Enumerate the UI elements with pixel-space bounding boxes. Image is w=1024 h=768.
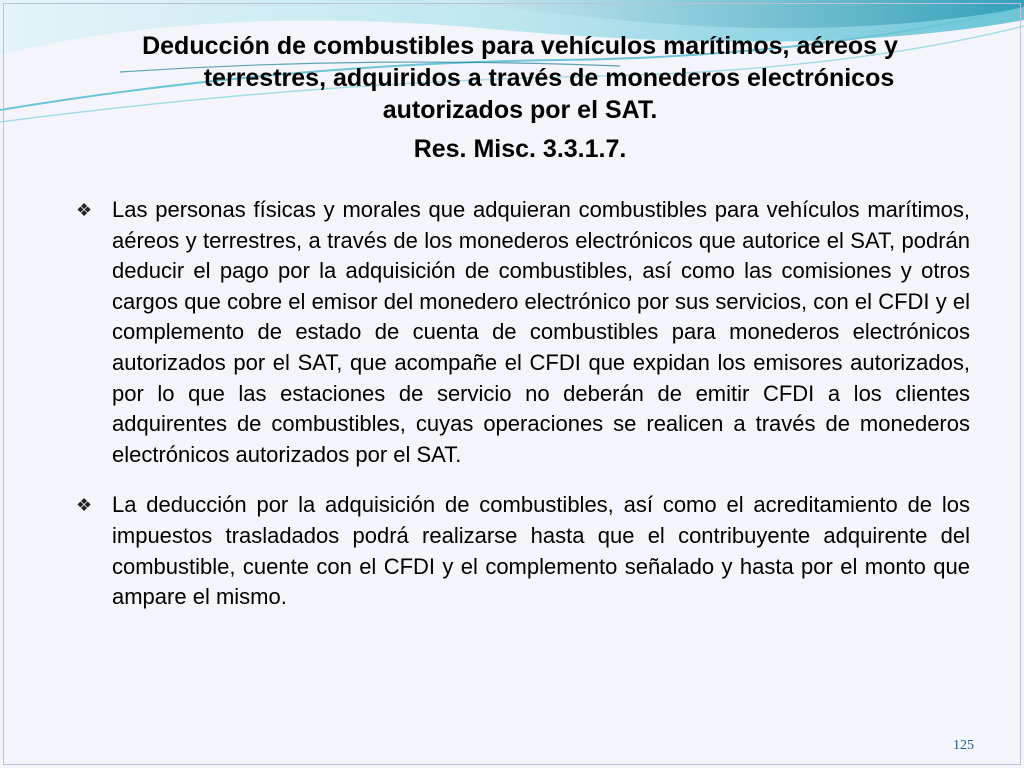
title-line-3: autorizados por el SAT.	[382, 96, 658, 124]
slide-title	[60, 30, 980, 126]
bullet-text: La deducción por la adquisición de combustibles, así como el acreditamiento de los impuestos trasladados podrá realizarse hasta que el contribuyente adquirente del combustible, cuente con el CFDI y el complemento señalado y hasta por el monto que ampare el mismo.	[112, 492, 970, 610]
slide-subtitle: Res. Misc. 3.3.1.7.	[413, 135, 627, 163]
diamond-bullet-icon: ❖	[76, 495, 93, 516]
bullet-text: Las personas físicas y morales que adquieran combustibles para vehículos marítimos, aéreos y terrestres, a través de los monederos electrónicos que autorice el SAT, podrán deducir el pago por la adquisición de combustibles, así como las comisiones y otros cargos que cobre el emisor del monedero electrónico por sus servicios, con el CFDI y el complemento de estado de cuenta de combustibles para monederos electrónicos autorizados por el SAT, que acompañe el CFDI que expidan los emisores autorizados, por lo que las estaciones de servicio no deberán de emitir CFDI a los clientes adquirentes de combustibles, cuyas operaciones se realicen a través de monederos electrónicos autorizados por el SAT.	[112, 197, 970, 467]
bullet-item	[76, 490, 970, 612]
title-line-2: terrestres, adquiridos a través de monederos electrónicos	[203, 64, 895, 92]
title-line-1: Deducción de combustibles para vehículos marítimos, aéreos y	[142, 32, 898, 60]
diamond-bullet-icon: ❖	[76, 200, 93, 220]
page-number: 125	[953, 738, 974, 753]
bullet-list	[76, 195, 970, 633]
bullet-item	[76, 195, 970, 470]
